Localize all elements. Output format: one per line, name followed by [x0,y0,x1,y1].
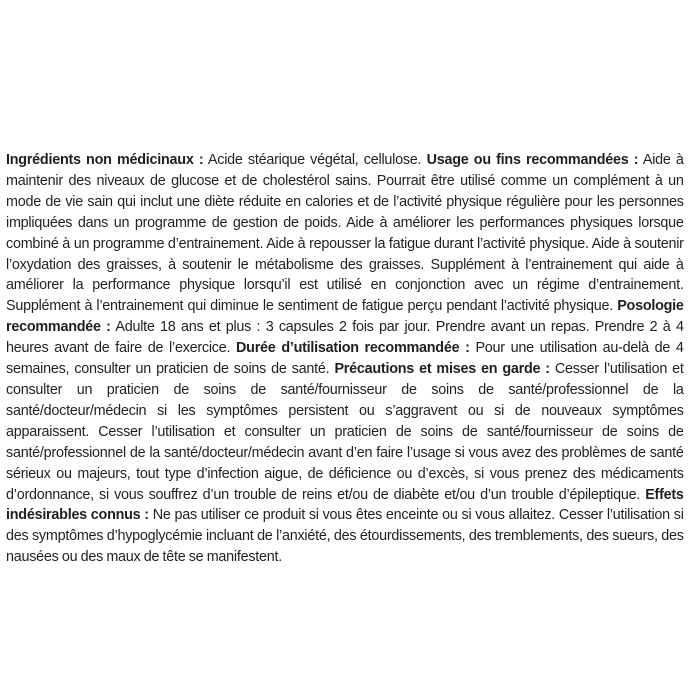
duration-heading: Durée d’utilisation recommandée : [236,340,470,357]
product-label-text [6,150,684,568]
ingredients-heading: Ingrédients non médicinaux : [6,152,204,168]
side-effects-text: Ne pas utiliser ce produit si vous êtes enceinte ou si vous allaitez. Cesser l’utilisation si des symptômes d’hypoglycémie incluant de l’anxiété, des étourdissements, des tremblements, des sueurs, des nausées ou des maux de tête se manifestent. [6,507,684,566]
precautions-heading: Précautions et mises en garde : [334,361,550,378]
dosage-heading: Posologie recommandée : [6,298,684,336]
ingredients-text: Acide stéarique végétal, cellulose. [203,152,427,168]
dosage-text: Adulte 18 ans et plus : 3 capsules 2 fois par jour. Prendre avant un repas. Prendre 2 à 4 heures avant de faire de l’exercice. [6,319,684,357]
duration-text: Pour une utilisation au-delà de 4 semaines, consulter un praticien de soins de santé. [6,340,684,378]
recommended-use-heading: Usage ou fins recommandées : [426,152,639,168]
side-effects-heading: Effets indésirables connus : [6,486,684,524]
recommended-use-text: Aide à maintenir des niveaux de glucose et de cholestérol sains. Pourrait être utilisé comme un complément à un mode de vie sain qui inclut une diète réduite en calories et de l’activité physique régulière pour les personnes impliquées dans un programme de gestion de poids. Aide à améliorer les performances physiques lorsque combiné à un programme d’entrainement. Aide à repousser la fatigue durant l’activité physique. Aide à soutenir l’oxydation des graisses, à soutenir le métabolisme des graisses. Supplément à l’entrainement qui aide à améliorer la performance physique lorsqu’il est utilisé en conjonction avec un régime d’entrainement. Supplément à l’entrainement qui diminue le sentiment de fatigue perçu pendant l’activité physique. [6,152,684,315]
precautions-text: Cesser l’utilisation et consulter un praticien de soins de santé/fournisseur de soins de santé/professionnel de la santé/docteur/médecin si les symptômes persistent ou s’aggravent ou si de nouveaux symptômes apparaissent. Cesser l’utilisation et consulter un praticien de soins de santé/fournisseur de soins de santé/professionnel de la santé/docteur/médecin avant d’en faire l’usage si vous avez des problèmes de santé sérieux ou majeurs, tout type d’infection aigue, de déficience ou d’excès, si vous prenez des médicaments d’ordonnance, si vous souffrez d’un trouble de reins et/ou de diabète et/ou d’un trouble d’épileptique. [6,361,684,503]
